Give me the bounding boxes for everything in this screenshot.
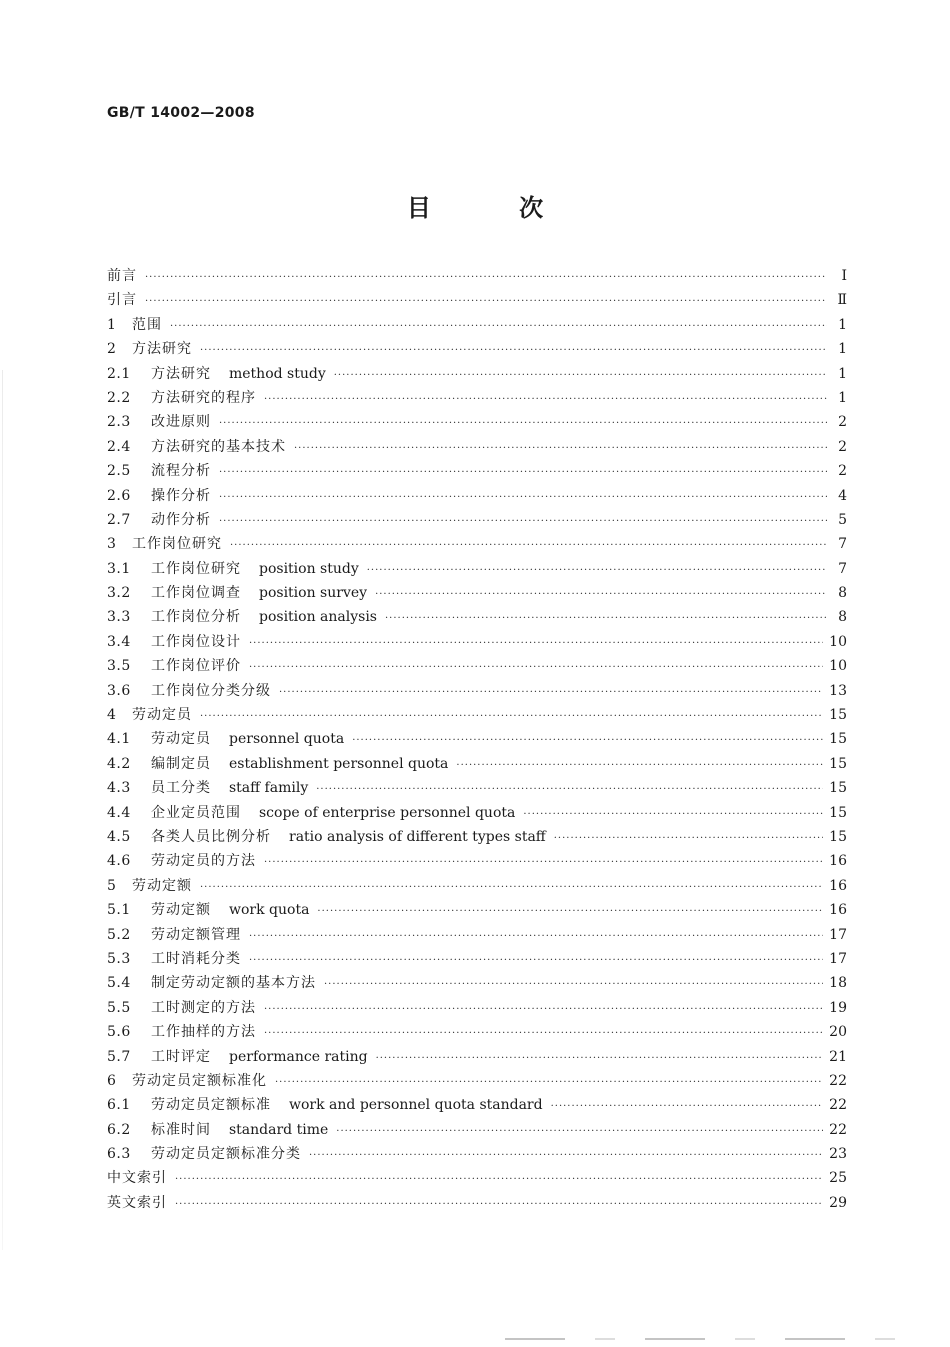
toc-leader-dots	[249, 947, 823, 973]
toc-entry-number: 3	[107, 536, 117, 553]
toc-entry-number: 3.2	[107, 585, 131, 602]
toc-leader-dots	[249, 654, 823, 680]
toc-entry-number: 2.7	[107, 511, 131, 528]
toc-entry-page: 5	[838, 511, 847, 528]
toc-leader-dots	[264, 849, 823, 875]
scan-edge-artifact	[2, 370, 3, 1250]
toc-entry[interactable]	[107, 1118, 847, 1142]
toc-leader-dots	[279, 679, 823, 705]
toc-entry-page: 23	[829, 1146, 847, 1163]
toc-entry-page: 22	[829, 1121, 847, 1138]
toc-leader-dots	[385, 605, 827, 631]
toc-leader-dots	[264, 996, 823, 1022]
toc-entry-title: 劳动定员	[151, 731, 211, 748]
toc-leader-dots	[249, 630, 823, 656]
toc-entry-title: 工作岗位评价	[151, 658, 241, 675]
toc-entry[interactable]	[107, 825, 847, 849]
toc-entry-title: 劳动定额管理	[151, 926, 241, 943]
toc-leader-dots	[336, 1118, 823, 1144]
toc-leader-dots	[523, 801, 823, 827]
toc-entry-page: 7	[838, 536, 847, 553]
toc-entry[interactable]	[107, 337, 847, 361]
toc-entry-title: 动作分析	[151, 511, 211, 528]
toc-entry-title: 方法研究	[151, 365, 211, 382]
toc-leader-dots	[456, 752, 823, 778]
toc-entry-page: 29	[829, 1194, 847, 1211]
toc-entry[interactable]	[107, 1069, 847, 1093]
toc-entry-title: 方法研究的基本技术	[151, 438, 286, 455]
toc-entry-page: 16	[829, 853, 847, 870]
toc-entry-english-title: personnel quota	[229, 731, 345, 748]
toc-entry[interactable]	[107, 288, 847, 312]
scan-bottom-artifact	[505, 1338, 925, 1340]
toc-entry-number: 3.4	[107, 633, 131, 650]
toc-leader-dots	[317, 898, 823, 924]
toc-leader-dots	[200, 874, 823, 900]
toc-entry-title: 劳动定员定额标准化	[132, 1072, 267, 1089]
toc-entry-page: 1	[838, 316, 847, 333]
toc-entry-number: 6.1	[107, 1097, 131, 1114]
toc-entry[interactable]	[107, 581, 847, 605]
toc-leader-dots	[324, 971, 823, 997]
toc-entry[interactable]	[107, 801, 847, 825]
toc-entry-page: 15	[829, 804, 847, 821]
toc-entry-page: 4	[838, 487, 847, 504]
toc-entry-title: 方法研究的程序	[151, 389, 256, 406]
toc-entry-number: 2.4	[107, 438, 131, 455]
toc-entry-title: 方法研究	[132, 341, 192, 358]
toc-leader-dots	[219, 459, 827, 485]
toc-entry-number: 5.4	[107, 975, 131, 992]
toc-entry[interactable]	[107, 996, 847, 1020]
toc-entry-number: 5.2	[107, 926, 131, 943]
toc-entry-number: 2.3	[107, 414, 131, 431]
toc-entry-number: 4.6	[107, 853, 131, 870]
toc-entry[interactable]	[107, 849, 847, 873]
toc-entry-title: 制定劳动定额的基本方法	[151, 975, 316, 992]
toc-entry[interactable]	[107, 971, 847, 995]
toc-entry-title: 范围	[132, 316, 162, 333]
toc-entry-number: 5	[107, 877, 117, 894]
toc-entry-number: 2.5	[107, 463, 131, 480]
toc-entry-number: 5.5	[107, 999, 131, 1016]
toc-entry-english-title: method study	[229, 365, 326, 382]
toc-entry[interactable]	[107, 557, 847, 581]
toc-entry-page: Ⅰ	[841, 268, 847, 284]
toc-leader-dots	[200, 337, 827, 363]
toc-entry-page: 15	[829, 707, 847, 724]
toc-entry[interactable]	[107, 605, 847, 629]
toc-entry-page: 1	[838, 365, 847, 382]
toc-entry-title: 前言	[107, 268, 137, 284]
toc-entry[interactable]	[107, 776, 847, 800]
toc-entry-english-title: standard time	[229, 1121, 329, 1138]
toc-title: 目 次	[406, 194, 584, 222]
toc-entry-page: 22	[829, 1072, 847, 1089]
toc-entry-title: 改进原则	[151, 414, 211, 431]
toc-entry[interactable]	[107, 727, 847, 751]
toc-leader-dots	[145, 288, 827, 314]
toc-entry-number: 5.7	[107, 1048, 131, 1065]
toc-entry-number: 6.2	[107, 1121, 131, 1138]
toc-entry-page: 8	[838, 585, 847, 602]
toc-entry-title: 流程分析	[151, 463, 211, 480]
toc-entry-page: 15	[829, 755, 847, 772]
toc-entry-number: 5.6	[107, 1024, 131, 1041]
toc-leader-dots	[145, 264, 827, 290]
toc-leader-dots	[170, 313, 827, 339]
toc-entry-title: 工作岗位研究	[151, 560, 241, 577]
toc-entry-title: 工作抽样的方法	[151, 1024, 256, 1041]
toc-entry-page: 15	[829, 780, 847, 797]
toc-leader-dots	[551, 1093, 824, 1119]
toc-entry[interactable]	[107, 703, 847, 727]
toc-entry[interactable]	[107, 264, 847, 288]
toc-entry-page: 16	[829, 877, 847, 894]
toc-entry-title: 各类人员比例分析	[151, 828, 271, 845]
toc-entry-page: 1	[838, 341, 847, 358]
toc-entry-title: 操作分析	[151, 487, 211, 504]
toc-entry[interactable]	[107, 654, 847, 678]
toc-entry[interactable]	[107, 410, 847, 434]
toc-entry-page: 19	[829, 999, 847, 1016]
toc-entry-page: 15	[829, 828, 847, 845]
toc-entry-page: 16	[829, 902, 847, 919]
toc-entry-page: 21	[829, 1048, 847, 1065]
toc-entry-number: 5.3	[107, 950, 131, 967]
document-code: GB/T 14002—2008	[107, 105, 255, 121]
toc-entry-page: 10	[829, 633, 847, 650]
toc-entry-title: 英文索引	[107, 1194, 167, 1211]
toc-entry-page: 17	[829, 926, 847, 943]
toc-entry[interactable]	[107, 923, 847, 947]
toc-entry-number: 3.6	[107, 682, 131, 699]
toc-entry-page: 22	[829, 1097, 847, 1114]
toc-entry-number: 5.1	[107, 902, 131, 919]
toc-entry-page: 18	[829, 975, 847, 992]
toc-leader-dots	[294, 435, 827, 461]
toc-entry-english-title: position survey	[259, 585, 368, 602]
table-of-contents	[107, 264, 847, 1215]
toc-entry[interactable]	[107, 1045, 847, 1069]
toc-leader-dots	[175, 1166, 823, 1192]
toc-leader-dots	[376, 1045, 824, 1071]
toc-entry-page: 13	[829, 682, 847, 699]
toc-entry-title: 企业定员范围	[151, 804, 241, 821]
toc-entry-english-title: work and personnel quota standard	[289, 1097, 543, 1114]
toc-entry-page: 8	[838, 609, 847, 626]
toc-entry-number: 3.3	[107, 609, 131, 626]
toc-entry-title: 工时消耗分类	[151, 950, 241, 967]
toc-entry-number: 4.2	[107, 755, 131, 772]
toc-entry-page: 20	[829, 1024, 847, 1041]
toc-entry-title: 员工分类	[151, 780, 211, 797]
toc-entry-title: 劳动定额	[151, 902, 211, 919]
toc-entry[interactable]	[107, 1020, 847, 1044]
toc-leader-dots	[275, 1069, 823, 1095]
toc-leader-dots	[175, 1191, 823, 1217]
toc-leader-dots	[352, 727, 823, 753]
toc-leader-dots	[219, 484, 827, 510]
toc-entry-number: 4.1	[107, 731, 131, 748]
toc-entry-english-title: position study	[259, 560, 359, 577]
toc-entry-number: 2.6	[107, 487, 131, 504]
toc-entry-page: 25	[829, 1170, 847, 1187]
toc-entry-page: 15	[829, 731, 847, 748]
toc-entry-english-title: performance rating	[229, 1048, 368, 1065]
toc-entry-english-title: position analysis	[259, 609, 377, 626]
toc-leader-dots	[334, 362, 827, 388]
toc-entry[interactable]	[107, 1142, 847, 1166]
toc-entry-english-title: establishment personnel quota	[229, 755, 449, 772]
toc-entry-page: 2	[838, 438, 847, 455]
toc-entry[interactable]	[107, 484, 847, 508]
toc-leader-dots	[219, 508, 827, 534]
toc-entry-english-title: ratio analysis of different types staff	[289, 828, 546, 845]
toc-entry[interactable]	[107, 435, 847, 459]
toc-entry[interactable]	[107, 874, 847, 898]
toc-entry-number: 3.1	[107, 560, 131, 577]
toc-entry[interactable]	[107, 947, 847, 971]
toc-leader-dots	[200, 703, 823, 729]
toc-entry-number: 2.1	[107, 365, 131, 382]
toc-entry-number: 4	[107, 707, 117, 724]
toc-entry[interactable]	[107, 532, 847, 556]
toc-leader-dots	[375, 581, 827, 607]
toc-entry-number: 4.5	[107, 828, 131, 845]
toc-entry-number: 2.2	[107, 389, 131, 406]
toc-leader-dots	[249, 923, 823, 949]
toc-entry[interactable]	[107, 459, 847, 483]
toc-leader-dots	[309, 1142, 823, 1168]
toc-entry-title: 工作岗位设计	[151, 633, 241, 650]
toc-leader-dots	[264, 1020, 823, 1046]
toc-leader-dots	[219, 410, 827, 436]
toc-leader-dots	[316, 776, 823, 802]
toc-entry[interactable]	[107, 362, 847, 386]
toc-entry-page: 1	[838, 389, 847, 406]
toc-entry-english-title: work quota	[229, 902, 310, 919]
toc-entry-page: 2	[838, 414, 847, 431]
toc-entry-page: 17	[829, 950, 847, 967]
toc-entry[interactable]	[107, 386, 847, 410]
toc-entry-number: 6	[107, 1072, 117, 1089]
toc-entry-page: Ⅱ	[837, 292, 847, 309]
toc-entry[interactable]	[107, 1166, 847, 1190]
toc-entry[interactable]	[107, 752, 847, 776]
toc-entry[interactable]	[107, 1191, 847, 1215]
toc-entry-title: 劳动定员的方法	[151, 853, 256, 870]
toc-entry-page: 7	[838, 560, 847, 577]
toc-entry-title: 工作岗位调查	[151, 585, 241, 602]
toc-entry-title: 劳动定员定额标准	[151, 1097, 271, 1114]
toc-entry-title: 工时测定的方法	[151, 999, 256, 1016]
toc-entry-title: 标准时间	[151, 1121, 211, 1138]
toc-entry-title: 引言	[107, 292, 137, 309]
toc-entry-title: 劳动定额	[132, 877, 192, 894]
toc-leader-dots	[264, 386, 827, 412]
toc-entry[interactable]	[107, 898, 847, 922]
toc-entry-page: 10	[829, 658, 847, 675]
toc-entry-number: 6.3	[107, 1146, 131, 1163]
toc-entry-title: 工作岗位分类分级	[151, 682, 271, 699]
toc-entry-english-title: scope of enterprise personnel quota	[259, 804, 516, 821]
toc-entry-title: 中文索引	[107, 1170, 167, 1187]
toc-entry-title: 编制定员	[151, 755, 211, 772]
toc-entry-title: 工作岗位分析	[151, 609, 241, 626]
toc-leader-dots	[230, 532, 827, 558]
toc-entry-number: 1	[107, 316, 117, 333]
toc-entry[interactable]	[107, 630, 847, 654]
toc-entry-title: 工作岗位研究	[132, 536, 222, 553]
toc-entry-page: 2	[838, 463, 847, 480]
toc-entry-title: 劳动定员	[132, 707, 192, 724]
toc-entry[interactable]	[107, 313, 847, 337]
toc-entry[interactable]	[107, 1093, 847, 1117]
toc-entry-title: 劳动定员定额标准分类	[151, 1146, 301, 1163]
toc-entry-english-title: staff family	[229, 780, 309, 797]
toc-entry[interactable]	[107, 508, 847, 532]
toc-leader-dots	[367, 557, 827, 583]
toc-entry-number: 2	[107, 341, 117, 358]
toc-entry-number: 4.3	[107, 780, 131, 797]
toc-leader-dots	[554, 825, 823, 851]
toc-entry-number: 4.4	[107, 804, 131, 821]
toc-entry-title: 工时评定	[151, 1048, 211, 1065]
toc-entry-number: 3.5	[107, 658, 131, 675]
toc-entry[interactable]	[107, 679, 847, 703]
